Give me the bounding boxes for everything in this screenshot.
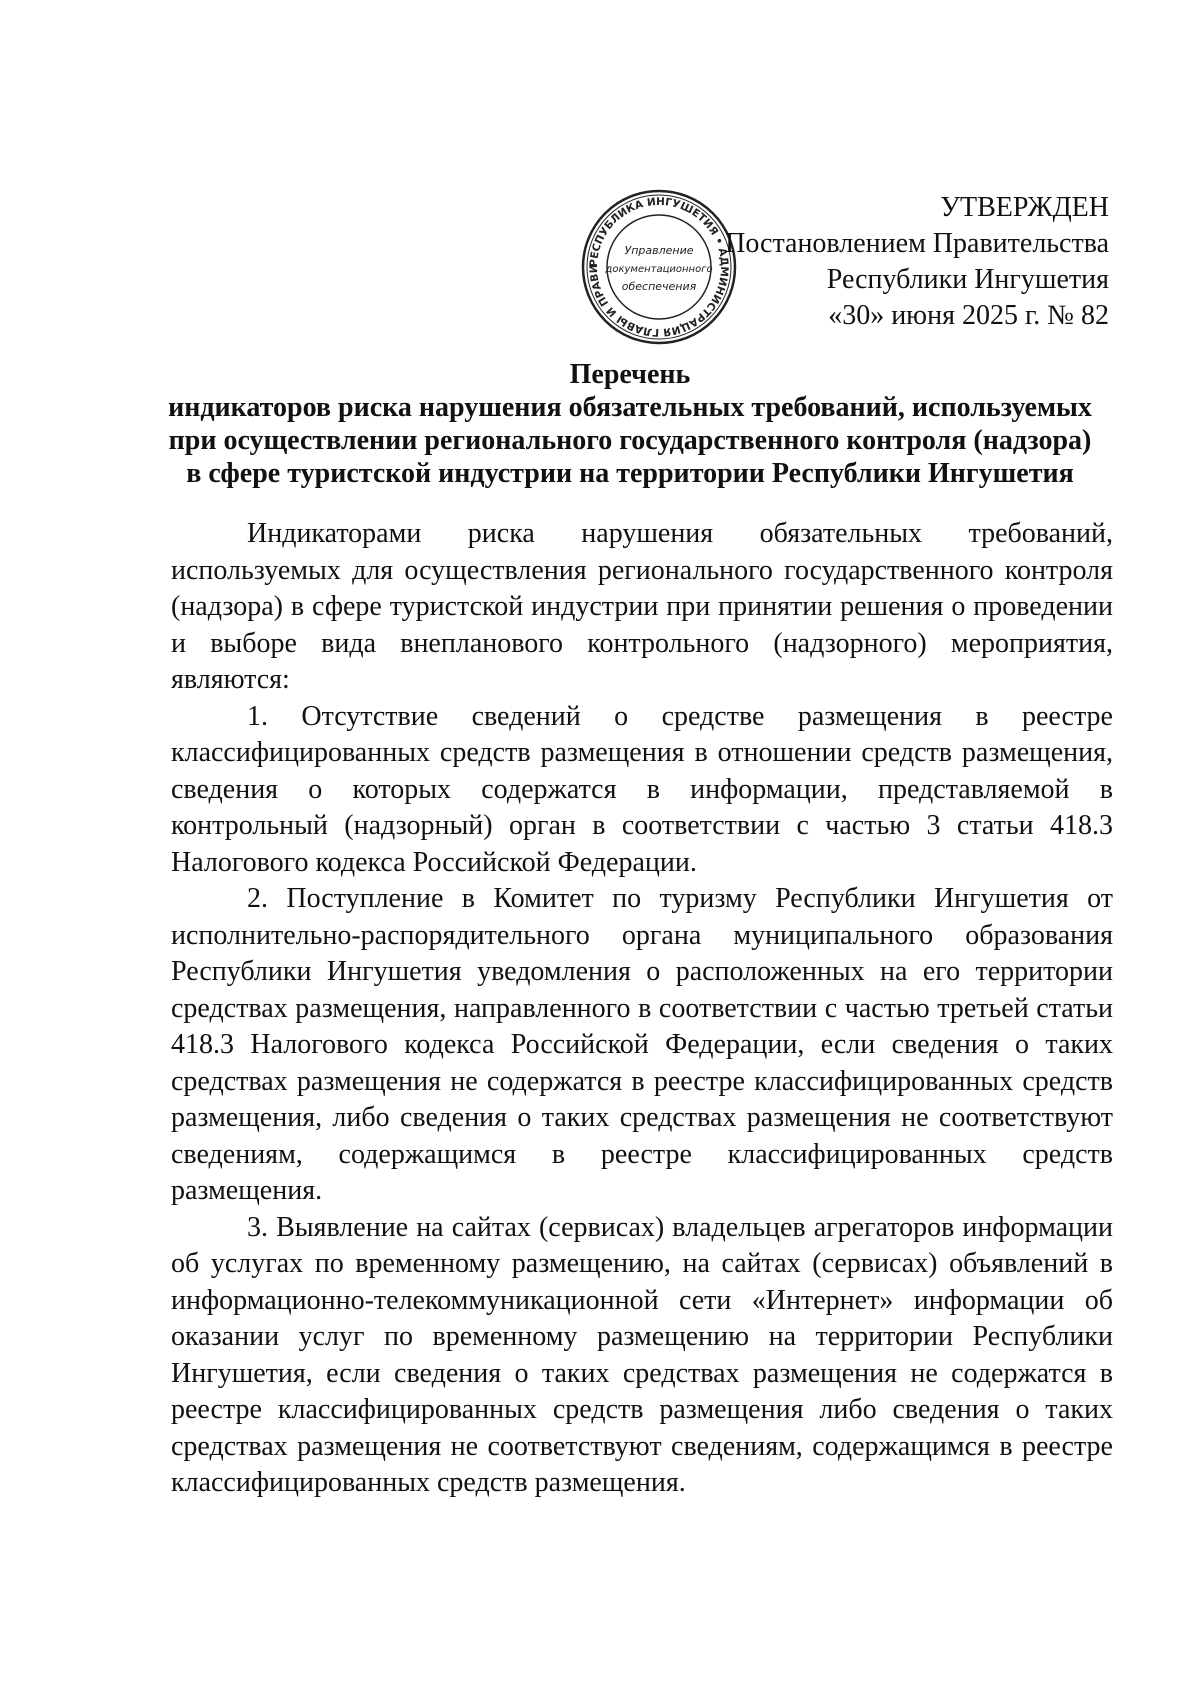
title-line-1: Перечень (569, 359, 691, 390)
document-body (171, 516, 1113, 1502)
seal-center-line1: Управление (624, 244, 694, 257)
list-item-3: 3. Выявление на сайтах (сервисах) владельцев агрегаторов информации об услугах по временному размещению, на сайтах (сервисах) объявлений в информационно-телекоммуникационной сети «Интернет» информации об оказании услуг по временному размещению на территории Республики Ингушетия, если сведения о таких средствах размещения не содержатся в реестре классифицированных средств размещения либо сведения о таких средствах размещения не соответствуют сведениям, содержащимся в реестре классифицированных средств размещения. (171, 1211, 1113, 1498)
title-line-3: при осуществлении регионального государственного контроля (надзора) (168, 425, 1092, 456)
intro-paragraph: Индикаторами риска нарушения обязательных требований, используемых для осуществления регионального государственного контроля (надзора) в сфере туристской индустрии при принятии решения о проведении и выборе вида внепланового контрольного (надзорного) мероприятия, являются: (171, 518, 1113, 695)
title-line-4: в сфере туристской индустрии на территории Республики Ингушетия (186, 458, 1074, 489)
seal-ring-text: РЕСПУБЛИКА ИНГУШЕТИЯ • АДМИНИСТРАЦИЯ ГЛАВЫ И ПРАВИ (587, 195, 731, 339)
seal-center-line2: документационного (605, 264, 713, 275)
document-title (150, 358, 1110, 490)
list-item-2: 2. Поступление в Комитет по туризму Республики Ингушетия от исполнительно-распорядительного органа муниципального образования Республики Ингушетия уведомления о расположенных на его территории средствах размещения, направленного в соответствии с частью третьей статьи 418.3 Налогового кодекса Российской Федерации, если сведения о таких средствах размещения не содержатся в реестре классифицированных средств размещения, либо сведения о таких средствах размещения не соответствуют сведениям, содержащимся в реестре классифицированных средств размещения. (171, 883, 1113, 1206)
approval-block (689, 190, 1109, 334)
list-item-1: 1. Отсутствие сведений о средстве размещения в реестре классифицированных средств размещения в отношении средств размещения, сведения о которых содержатся в информации, представляемой в контрольный (надзорный) орган в соответствии с частью 3 статьи 418.3 Налогового кодекса Российской Федерации. (171, 700, 1113, 878)
title-line-2: индикаторов риска нарушения обязательных требований, используемых (168, 392, 1092, 423)
approval-heading: УТВЕРЖДЕН (940, 192, 1109, 223)
approval-republic: Республики Ингушетия (826, 264, 1109, 295)
seal-center-line3: обеспечения (621, 280, 697, 293)
approval-decree: Постановлением Правительства (725, 228, 1109, 259)
approval-date-number: «30» июня 2025 г. № 82 (828, 300, 1109, 331)
